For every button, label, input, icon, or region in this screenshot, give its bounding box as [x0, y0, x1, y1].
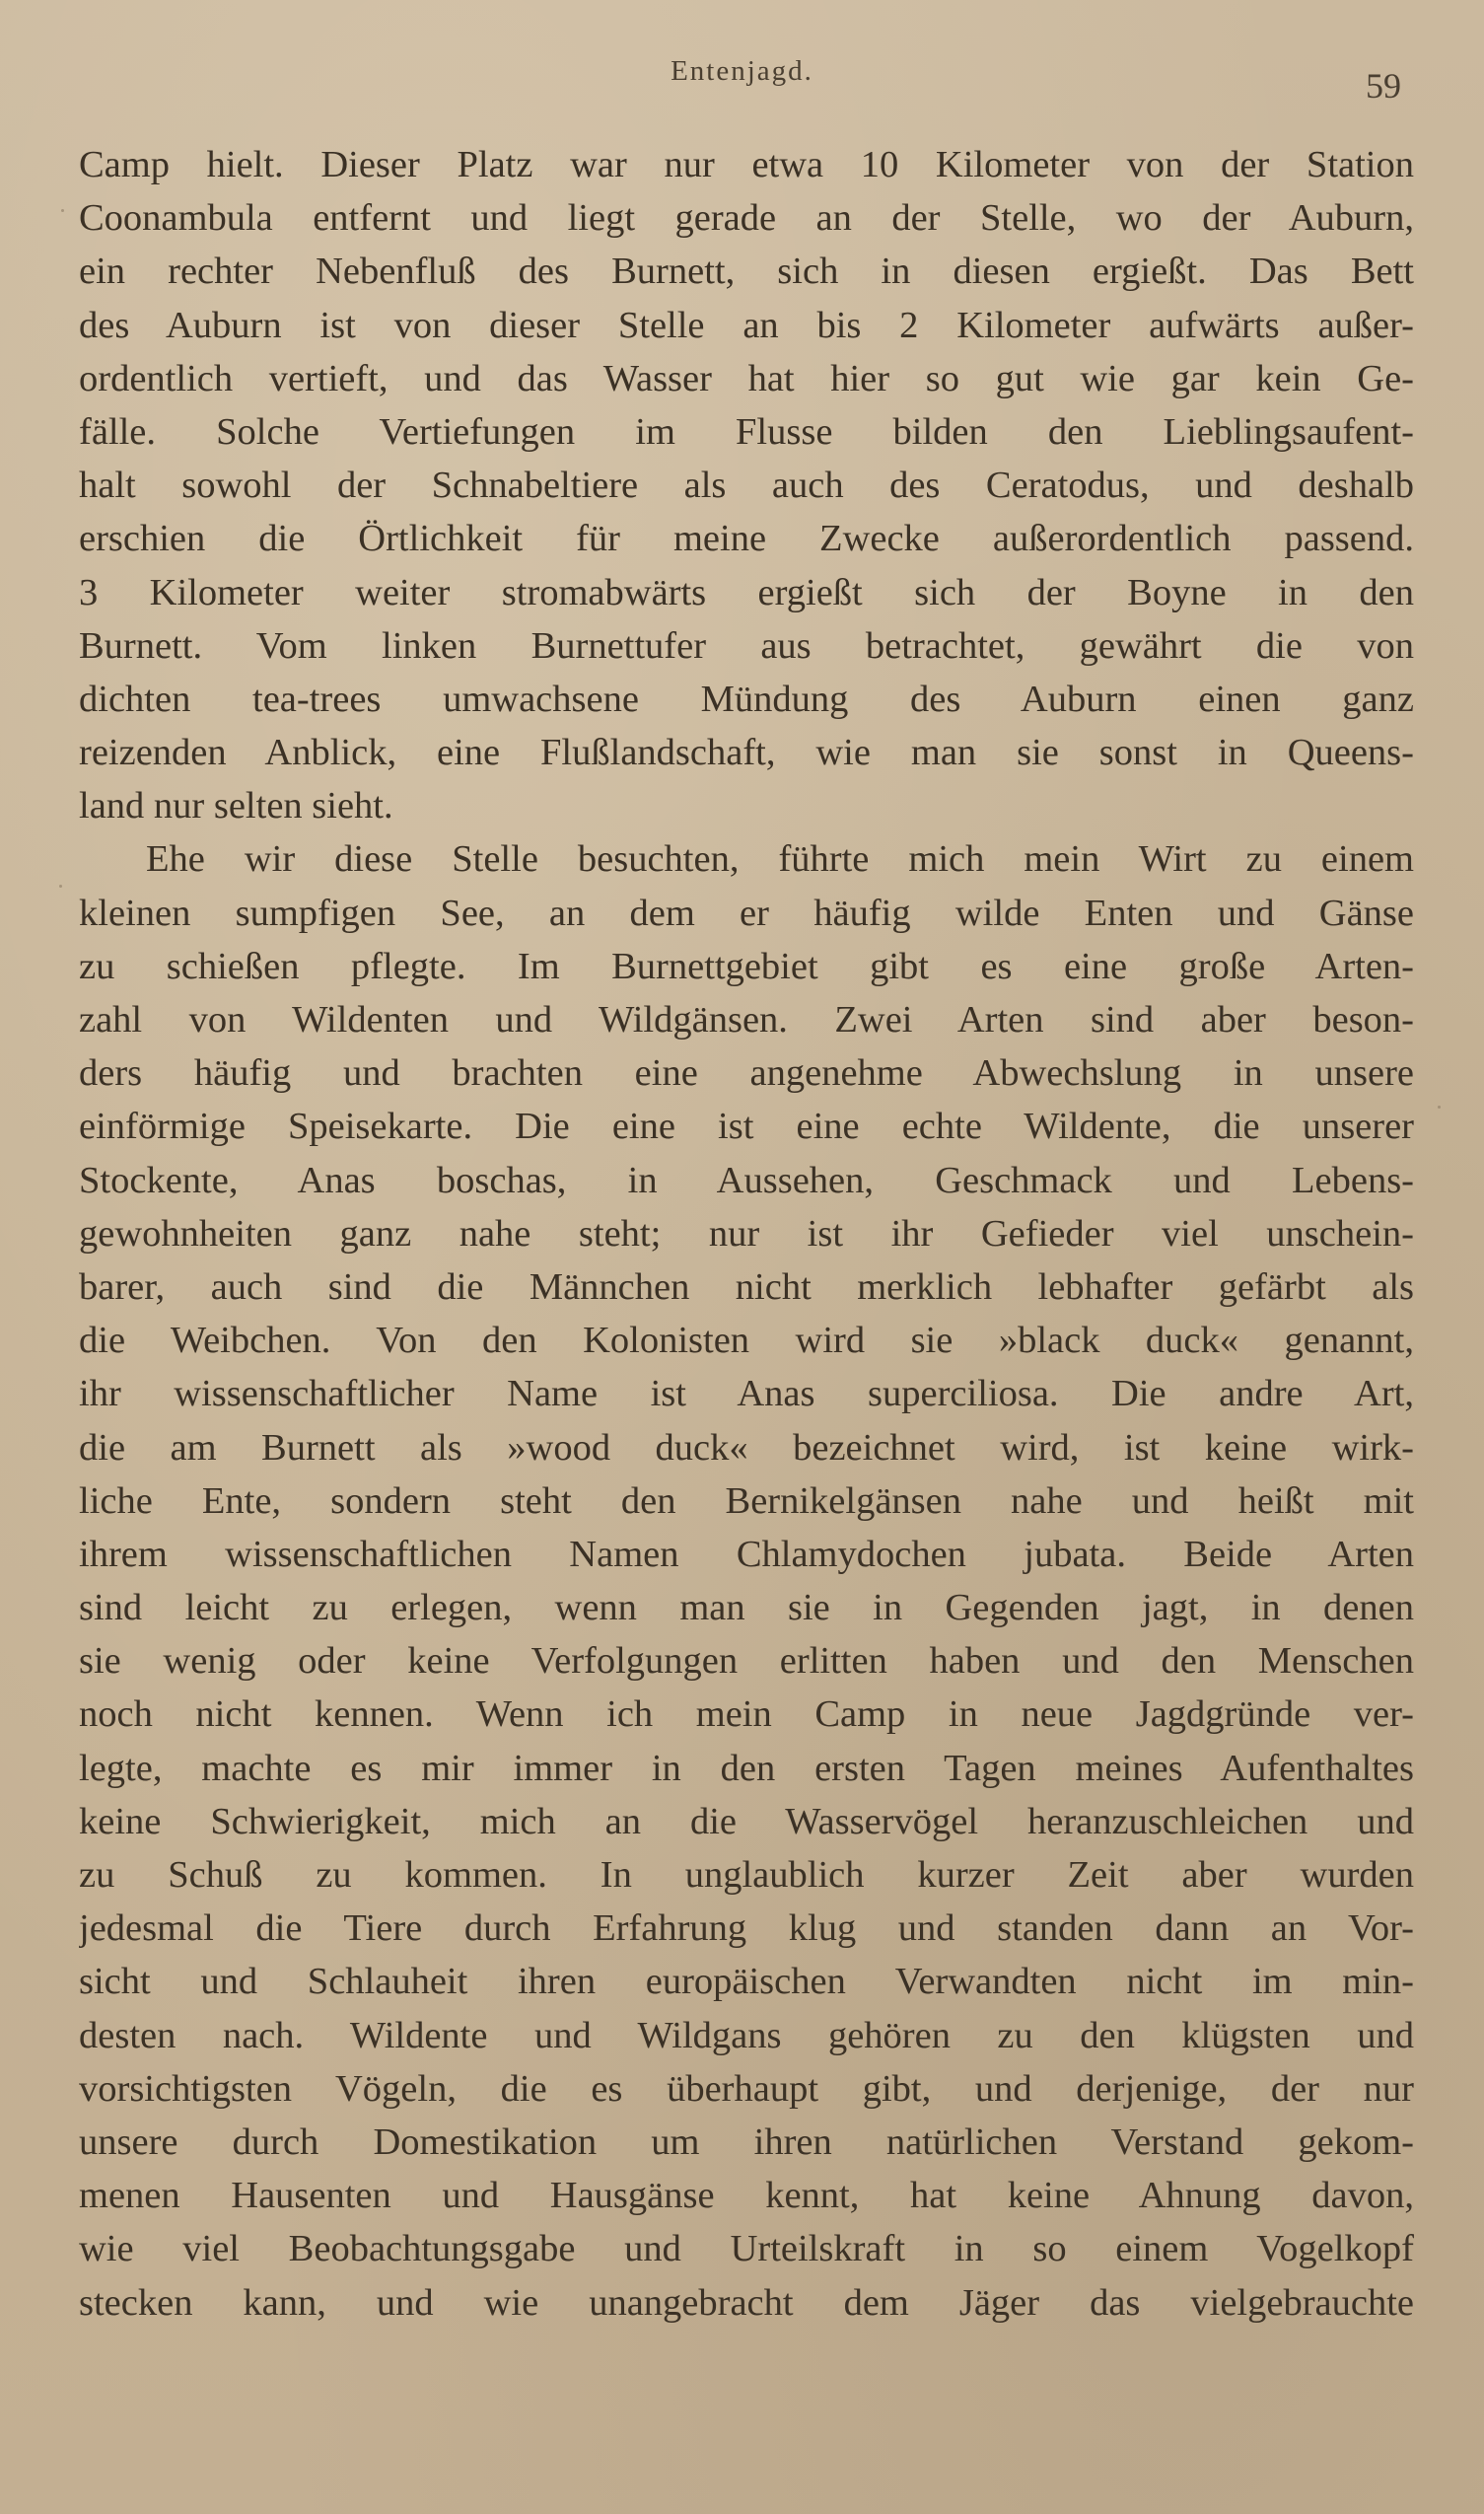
text-line: legte, machte es mir immer in den ersten Tagen meines Aufenthaltes — [79, 1747, 1414, 1789]
text-line: ein rechter Nebenfluß des Burnett, sich in diesen ergießt. Das Bett — [79, 251, 1414, 293]
text-line: sie wenig oder keine Verfolgungen erlitten haben und den Menschen — [79, 1640, 1414, 1683]
text-line: 3 Kilometer weiter stromabwärts ergießt sich der Boyne in den — [79, 571, 1414, 613]
paper-speck — [59, 885, 62, 888]
text-line: liche Ente, sondern steht den Bernikelgänsen nahe und heißt mit — [79, 1479, 1414, 1522]
text-line: desten nach. Wildente und Wildgans gehören zu den klügsten und — [79, 2014, 1414, 2056]
text-line: des Auburn ist von dieser Stelle an bis 2 Kilometer aufwärts außer- — [79, 304, 1414, 346]
text-line: stecken kann, und wie unangebracht dem Jäger das vielgebrauchte — [79, 2281, 1414, 2324]
text-line: ihrem wissenschaftlichen Namen Chlamydochen jubata. Beide Arten — [79, 1533, 1414, 1575]
running-head: Entenjagd. — [671, 55, 813, 87]
text-line: keine Schwierigkeit, mich an die Wasservögel heranzuschleichen und — [79, 1800, 1414, 1842]
text-line: Stockente, Anas boschas, in Aussehen, Geschmack und Lebens- — [79, 1159, 1414, 1201]
text-line: einförmige Speisekarte. Die eine ist eine echte Wildente, die unserer — [79, 1106, 1414, 1148]
text-line: dichten tea-trees umwachsene Mündung des Auburn einen ganz — [79, 678, 1414, 720]
text-line: halt sowohl der Schnabeltiere als auch des Ceratodus, und deshalb — [79, 465, 1414, 507]
text-line: die am Burnett als »wood duck« bezeichnet wird, ist keine wirk- — [79, 1426, 1414, 1469]
body-text — [79, 138, 1414, 2330]
paper-speck — [1438, 1106, 1441, 1109]
text-line: sind leicht zu erlegen, wenn man sie in Gegenden jagt, in denen — [79, 1587, 1414, 1629]
text-line: noch nicht kennen. Wenn ich mein Camp in neue Jagdgründe ver- — [79, 1693, 1414, 1736]
text-line: gewohnheiten ganz nahe steht; nur ist ihr Gefieder viel unschein- — [79, 1212, 1414, 1255]
text-line: vorsichtigsten Vögeln, die es überhaupt gibt, und derjenige, der nur — [79, 2067, 1414, 2110]
paragraph-end-line: land nur selten sieht. — [79, 785, 393, 827]
text-line: Burnett. Vom linken Burnettufer aus betrachtet, gewährt die von — [79, 624, 1414, 667]
text-line: Camp hielt. Dieser Platz war nur etwa 10 Kilometer von der Station — [79, 144, 1414, 185]
text-line: Coonambula entfernt und liegt gerade an der Stelle, wo der Auburn, — [79, 197, 1414, 240]
text-line: fälle. Solche Vertiefungen im Flusse bilden den Lieblingsaufent- — [79, 410, 1414, 453]
page-number: 59 — [1366, 66, 1401, 106]
text-line: barer, auch sind die Männchen nicht merklich lebhafter gefärbt als — [79, 1265, 1414, 1308]
text-line: reizenden Anblick, eine Flußlandschaft, wie man sie sonst in Queens- — [79, 732, 1414, 774]
paper-speck — [61, 209, 64, 212]
text-line: sicht und Schlauheit ihren europäischen Verwandten nicht im min- — [79, 1961, 1414, 2003]
text-line: erschien die Örtlichkeit für meine Zwecke außerordentlich passend. — [79, 518, 1414, 560]
text-line: wie viel Beobachtungsgabe und Urteilskraft in so einem Vogelkopf — [79, 2228, 1414, 2270]
text-line: zu Schuß zu kommen. In unglaublich kurzer Zeit aber wurden — [79, 1854, 1414, 1896]
text-line: jedesmal die Tiere durch Erfahrung klug und standen dann an Vor- — [79, 1907, 1414, 1950]
text-line: menen Hausenten und Hausgänse kennt, hat keine Ahnung davon, — [79, 2175, 1414, 2217]
text-line: ordentlich vertieft, und das Wasser hat hier so gut wie gar kein Ge- — [79, 357, 1414, 399]
paragraph-first-line: Ehe wir diese Stelle besuchten, führte mich mein Wirt zu einem — [146, 838, 1414, 881]
text-line: ders häufig und brachten eine angenehme Abwechslung in unsere — [79, 1052, 1414, 1095]
text-line: zu schießen pflegte. Im Burnettgebiet gibt es eine große Arten- — [79, 945, 1414, 987]
text-line: kleinen sumpfigen See, an dem er häufig wilde Enten und Gänse — [79, 892, 1414, 934]
text-line: zahl von Wildenten und Wildgänsen. Zwei Arten sind aber beson- — [79, 999, 1414, 1041]
text-line: die Weibchen. Von den Kolonisten wird sie »black duck« genannt, — [79, 1320, 1414, 1362]
text-line: ihr wissenschaftlicher Name ist Anas superciliosa. Die andre Art, — [79, 1373, 1414, 1415]
text-line: unsere durch Domestikation um ihren natürlichen Verstand gekom- — [79, 2120, 1414, 2163]
